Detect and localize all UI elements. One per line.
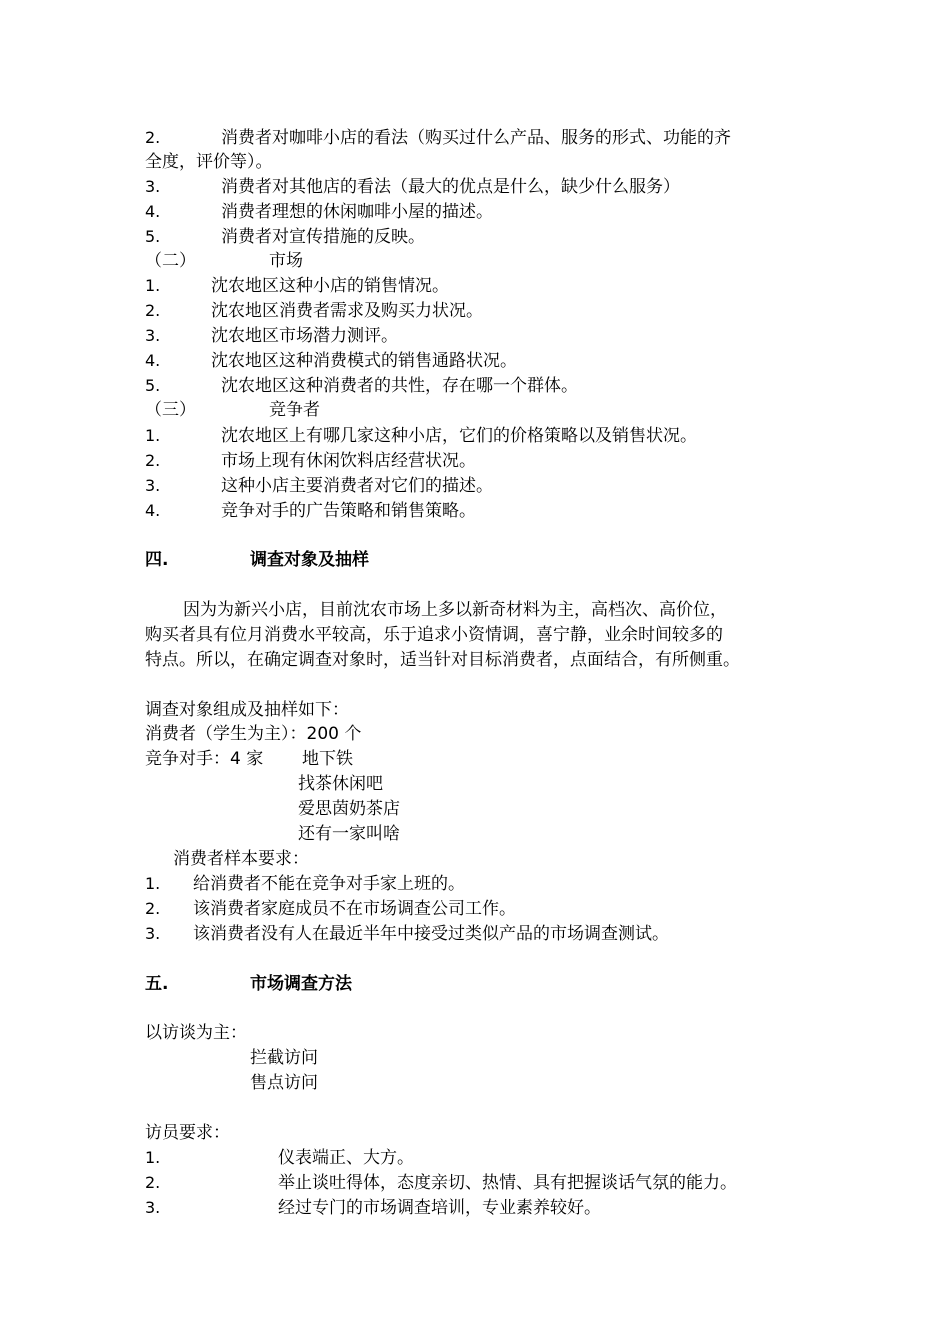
list-number: 3. bbox=[145, 476, 161, 495]
sample-intro: 调查对象组成及抽样如下： bbox=[145, 700, 349, 720]
list-number: 3. bbox=[145, 177, 161, 196]
list-number: 3. bbox=[145, 326, 161, 345]
competitor-name: 找茶休闲吧 bbox=[298, 774, 383, 794]
competitor-sample: 竞争对手：4 家 bbox=[145, 749, 264, 769]
subsection-label: （二） bbox=[145, 251, 196, 271]
interviewer-title: 访员要求： bbox=[145, 1123, 230, 1143]
list-item-text: 沈农地区消费者需求及购买力状况。 bbox=[211, 301, 483, 321]
list-number: 2. bbox=[145, 128, 161, 147]
list-number: 3. bbox=[145, 1198, 161, 1217]
list-number: 5. bbox=[145, 376, 161, 395]
paragraph-line: 购买者具有位月消费水平较高，乐于追求小资情调，喜宁静，业余时间较多的 bbox=[145, 625, 723, 645]
competitor-name: 爱思茵奶茶店 bbox=[298, 799, 400, 819]
section-title: 市场调查方法 bbox=[250, 974, 352, 994]
list-item-text: 给消费者不能在竞争对手家上班的。 bbox=[193, 874, 465, 894]
list-item-text: 消费者理想的休闲咖啡小屋的描述。 bbox=[221, 202, 493, 222]
list-item-text: 沈农地区这种消费者的共性，存在哪一个群体。 bbox=[221, 376, 578, 396]
list-item-text: 市场上现有休闲饮料店经营状况。 bbox=[221, 451, 476, 471]
list-number: 1. bbox=[145, 426, 161, 445]
section-number: 四. bbox=[145, 550, 169, 570]
list-item-text: 沈农地区这种消费模式的销售通路状况。 bbox=[211, 351, 517, 371]
list-item-text: 竞争对手的广告策略和销售策略。 bbox=[221, 501, 476, 521]
list-item-text: 沈农地区上有哪几家这种小店，它们的价格策略以及销售状况。 bbox=[221, 426, 697, 446]
list-number: 4. bbox=[145, 501, 161, 520]
subsection-label: （三） bbox=[145, 400, 196, 420]
list-item-text: 全度，评价等）。 bbox=[145, 152, 273, 172]
list-number: 3. bbox=[145, 924, 161, 943]
list-number: 1. bbox=[145, 874, 161, 893]
list-item-text: 消费者对其他店的看法（最大的优点是什么，缺少什么服务） bbox=[221, 177, 680, 197]
list-item-text: 举止谈吐得体，态度亲切、热情、具有把握谈话气氛的能力。 bbox=[278, 1173, 737, 1193]
section-number: 五. bbox=[145, 974, 169, 994]
competitor-name: 还有一家叫啥 bbox=[298, 824, 400, 844]
competitor-name: 地下铁 bbox=[302, 749, 353, 769]
list-number: 2. bbox=[145, 451, 161, 470]
list-number: 2. bbox=[145, 1173, 161, 1192]
subsection-title: 市场 bbox=[269, 251, 303, 271]
paragraph-line: 特点。所以，在确定调查对象时，适当针对目标消费者，点面结合，有所侧重。 bbox=[145, 650, 740, 670]
method-intro: 以访谈为主： bbox=[145, 1023, 247, 1043]
list-item-text: 该消费者没有人在最近半年中接受过类似产品的市场调查测试。 bbox=[193, 924, 669, 944]
list-number: 1. bbox=[145, 1148, 161, 1167]
list-item-text: 消费者对宣传措施的反映。 bbox=[221, 227, 425, 247]
list-item-text: 该消费者家庭成员不在市场调查公司工作。 bbox=[193, 899, 516, 919]
list-item-text: 经过专门的市场调查培训，专业素养较好。 bbox=[278, 1198, 601, 1218]
list-number: 4. bbox=[145, 202, 161, 221]
paragraph-line: 因为为新兴小店，目前沈农市场上多以新奇材料为主，高档次、高价位， bbox=[183, 600, 727, 620]
list-item-text: 仪表端正、大方。 bbox=[278, 1148, 414, 1168]
section-title: 调查对象及抽样 bbox=[250, 550, 369, 570]
consumer-sample: 消费者（学生为主）：200 个 bbox=[145, 724, 362, 744]
method-item: 售点访问 bbox=[250, 1073, 318, 1093]
list-number: 1. bbox=[145, 276, 161, 295]
list-number: 2. bbox=[145, 301, 161, 320]
list-number: 5. bbox=[145, 227, 161, 246]
list-item-text: 这种小店主要消费者对它们的描述。 bbox=[221, 476, 493, 496]
list-item-text: 消费者对咖啡小店的看法（购买过什么产品、服务的形式、功能的齐 bbox=[221, 128, 731, 148]
list-number: 4. bbox=[145, 351, 161, 370]
subsection-title: 竞争者 bbox=[269, 400, 320, 420]
requirements-title: 消费者样本要求： bbox=[173, 849, 309, 869]
method-item: 拦截访问 bbox=[250, 1048, 318, 1068]
list-number: 2. bbox=[145, 899, 161, 918]
list-item-text: 沈农地区这种小店的销售情况。 bbox=[211, 276, 449, 296]
list-item-text: 沈农地区市场潜力测评。 bbox=[211, 326, 398, 346]
